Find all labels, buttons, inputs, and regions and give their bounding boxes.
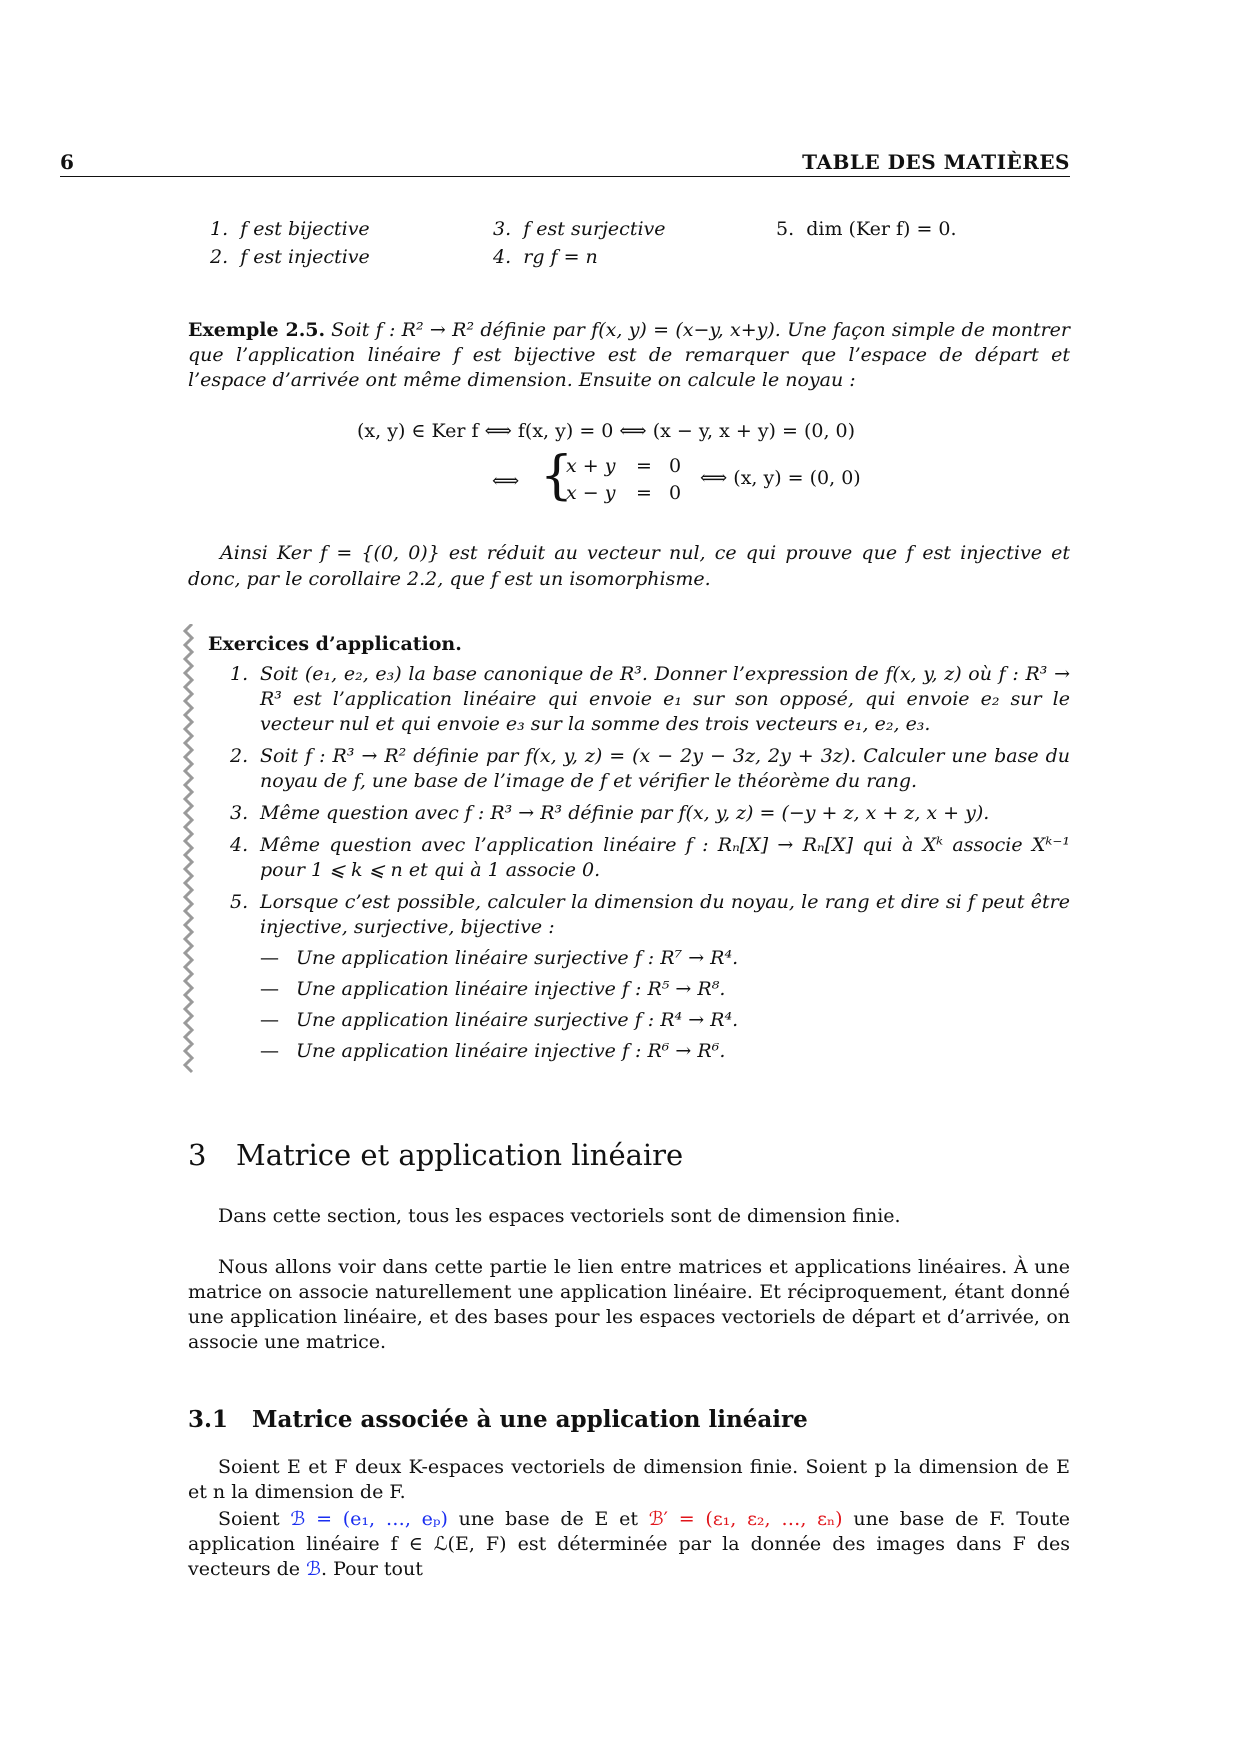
exercise-subitem: — Une application linéaire injective f : R⁶ → R⁶. [260,1040,726,1062]
list-item: 4. rg f = n [493,246,598,268]
section-title: Matrice et application linéaire [236,1138,684,1172]
running-title: TABLE DES MATIÈRES [802,150,1070,174]
iff-symbol: ⟺ [492,470,520,492]
basis-b: ℬ = (e₁, …, eₚ) [290,1508,448,1530]
system-rhs: 0 [669,482,682,504]
exercise-subitem: — Une application linéaire surjective f : R⁷ → R⁴. [260,947,739,969]
example-conclusion: Ainsi Ker f = {(0, 0)} est réduit au vecteur nul, ce qui prouve que f est injective et donc, par le corollaire 2.2, que f est un isomorphisme. [188,542,1070,590]
exercise-margin-zigzag [182,624,196,1074]
exercise-item: 5. Lorsque c’est possible, calculer la dimension du noyau, le rang et dire si f peut être injective, surjective, bijective : — Une application linéaire surjective f : R⁷ → R⁴. — Une application linéaire injective f : R⁵ → R⁸. — Une application linéaire surjective f : R⁴ → R⁴. — Une application linéaire injective f : R⁶ → R⁶. [230,891,1070,1062]
example-label: Exemple 2.5. [188,319,326,341]
subsection-heading [188,1406,808,1433]
list-item: 2. f est injective [210,246,370,268]
example-text: Soit f : R² → R² définie par f(x, y) = (x−y, x+y). Une façon simple de montrer que l’application linéaire f est bijective est de remarquer que l’espace de départ et l’espace d’arrivée ont même dimension. Ensuite on calcule le noyau : [188,319,1070,391]
list-item: 3. f est surjective [493,218,666,240]
exercise-item: 3. Même question avec f : R³ → R³ définie par f(x, y, z) = (−y + z, x + z, x + y). [230,802,990,824]
list-item: 5. dim (Ker f) = 0. [776,218,957,240]
paragraph: Dans cette section, tous les espaces vectoriels sont de dimension finie. [218,1205,901,1227]
display-equation-2: ⟺ (x, y) = (0, 0) [700,467,861,489]
exercise-subitem: — Une application linéaire injective f : R⁵ → R⁸. [260,978,726,1000]
system-eq: = [636,482,652,504]
system-lhs: x + y [566,455,616,477]
display-equation-1: (x, y) ∈ Ker f ⟺ f(x, y) = 0 ⟺ (x − y, x + y) = (0, 0) [357,420,856,442]
exercises-title: Exercices d’application. [208,633,462,655]
list-item: 1. f est bijective [210,218,370,240]
section-number: 3 [188,1138,207,1172]
exercise-list [230,662,1070,1071]
page-number: 6 [60,150,74,174]
exercise-item: 2. Soit f : R³ → R² définie par f(x, y, z) = (x − 2y − 3z, 2y + 3z). Calculer une base du noyau de f, une base de l’image de f et vérifier le théorème du rang. [230,745,1070,792]
paragraph: Soient ℬ = (e₁, …, eₚ) une base de E et ℬ′ = (ε₁, ε₂, …, εₙ) une base de F. Toute application linéaire f ∈ ℒ(E, F) est déterminée par la donnée des images dans F des vecteurs de ℬ. Pour tout [188,1508,1070,1580]
example-block [188,318,1070,393]
system-rhs: 0 [669,455,682,477]
exercise-item: 4. Même question avec l’application linéaire f : Rₙ[X] → Rₙ[X] qui à Xᵏ associe Xᵏ⁻¹ pour 1 ⩽ k ⩽ n et qui à 1 associe 0. [230,834,1070,881]
system-eq: = [636,455,652,477]
page-header [60,150,1070,177]
paragraph: Nous allons voir dans cette partie le lien entre matrices et applications linéaires. À une matrice on associe naturellement une application linéaire. Et réciproquement, étant donné une application linéaire, et des bases pour les espaces vectoriels de départ et d’arrivée, on associe une matrice. [188,1256,1070,1353]
system-lhs: x − y [566,482,616,504]
basis-b-prime: ℬ′ = (ε₁, ε₂, …, εₙ) [648,1508,843,1530]
paragraph: Soient E et F deux K-espaces vectoriels de dimension finie. Soient p la dimension de E et n la dimension de F. [188,1456,1070,1503]
basis-b-ref: ℬ [306,1558,321,1580]
exercise-subitem: — Une application linéaire surjective f : R⁴ → R⁴. [260,1009,739,1031]
system-brace: { [540,446,574,506]
subsection-number: 3.1 [188,1406,229,1433]
subsection-title: Matrice associée à une application linéaire [252,1406,808,1433]
section-heading [188,1138,683,1172]
exercise-item: 1. Soit (e₁, e₂, e₃) la base canonique de R³. Donner l’expression de f(x, y, z) où f : R³ → R³ est l’application linéaire qui envoie e₁ sur son opposé, qui envoie e₂ sur le vecteur nul et qui envoie e₃ sur la somme des trois vecteurs e₁, e₂, e₃. [230,663,1070,735]
